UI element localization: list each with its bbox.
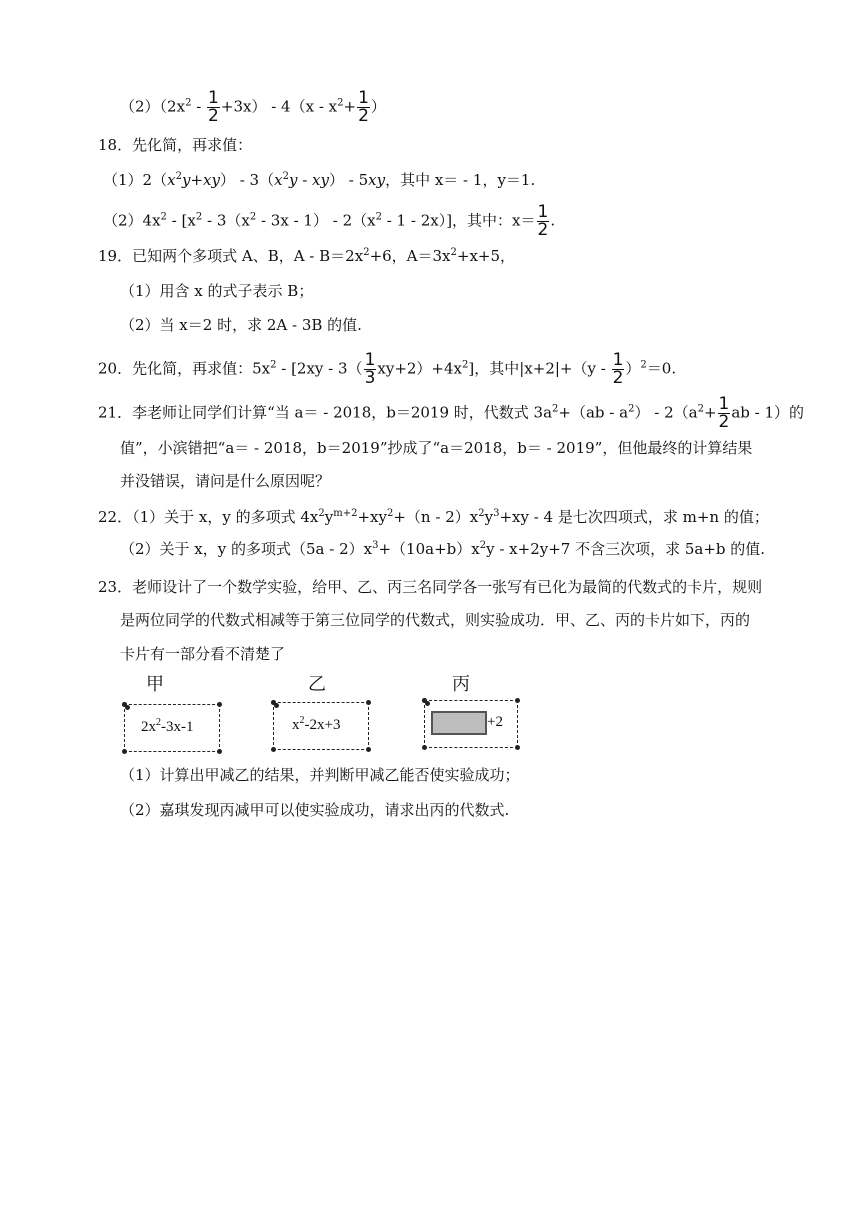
q23-line1: 23．老师设计了一个数学实验，给甲、乙、丙三名同学各一张写有已化为最简的代数式的卡片，规则 (98, 578, 763, 596)
card-label-yi: 乙 (308, 674, 326, 695)
q23-part1: （1）计算出甲减乙的结果，并判断甲减乙能否使实验成功； (120, 766, 520, 784)
q18-title: 18．先化简，再求值： (98, 136, 253, 154)
fraction-half: $\frac{1}{2}$ (358, 88, 369, 126)
card-bing (424, 700, 518, 748)
obscured-area (431, 711, 487, 735)
q23-line2: 是两位同学的代数式相减等于第三位同学的代数式，则实验成功．甲、乙、丙的卡片如下，丙的 (120, 611, 751, 629)
q22-part2: （2）关于 x，y 的多项式$(5a - 2)x^3+(10a+b)x^2y - x+2y+7$ 不含三次项，求 5a+b 的值. (120, 540, 766, 558)
q19-title: 19．已知两个多项式 A、B，$A - B=2x^2+6$，$A=3x^2+x+5$， (98, 247, 516, 265)
card-label-jia: 甲 (146, 674, 164, 695)
q21-line2: 值”，小滨错把“a＝ - 2018，b＝2019”抄成了“a＝2018，b＝ - 2019”，但他最终的计算结果 (120, 439, 753, 457)
q21-line3: 并没错误，请问是什么原因呢？ (120, 472, 331, 490)
fraction-third: $\frac{1}{3}$ (364, 350, 376, 388)
card-yi-expression: $x^2-2x+3$ (292, 715, 341, 733)
q18-part1: $(1)2(x^2y+xy) - 3(x^2y - xy) - 5xy$，其中 x＝ - 1，y＝1. (103, 171, 536, 189)
fraction-half: $\frac{1}{2}$ (537, 202, 549, 240)
fraction-half: $\frac{1}{2}$ (208, 88, 219, 126)
fraction-half: $\frac{1}{2}$ (718, 394, 730, 432)
card-jia (124, 704, 220, 752)
q23-line3: 卡片有一部分看不清楚了 (120, 645, 286, 663)
q17-part2: $(2)(2x^2$ - $\frac{1}{2}$ $+3x) - 4(x - x^2+$ $\frac{1}{2}$ ） (120, 88, 386, 126)
q19-part2: （2）当 x＝2 时，求 2A - 3B 的值. (120, 316, 362, 334)
card-jia-expression: $2x^2-3x-1$ (141, 717, 194, 735)
q19-part1: （1）用含 x 的式子表示 B； (120, 282, 314, 300)
q21-line1: 21．李老师让同学们计算“当 a＝ - 2018，b＝2019 时，代数式 $3a^2+(ab - a^2) - 2(a^2+$ $\frac{1}{2}$ ab - 1）的 (98, 394, 805, 432)
fraction-half: $\frac{1}{2}$ (612, 350, 624, 388)
q18-part2: $(2)4x^2 - [x^2 - 3(x^2 - 3x - 1) - 2(x^2 - 1 - 2x)]$，其中：x＝ $\frac{1}{2}$ . (103, 202, 556, 240)
q20: 20．先化简，再求值：$5x^2 - [2xy - 3$（ $\frac{1}{3}$ $xy+2)+4x^2$]，其中|x+2|+（y - $\frac{1}{2}$ ）$^2$＝0. (98, 350, 677, 388)
q22-part1: 22．（1）关于 x，y 的多项式 $4x^2y^{m+2}+xy^2+(n - 2)x^2y^3+xy - 4$ 是七次四项式，求 m+n 的值； (98, 508, 769, 526)
card-bing-expression: +2 (487, 714, 503, 730)
q23-part2: （2）嘉琪发现丙减甲可以使实验成功，请求出丙的代数式. (120, 801, 510, 819)
card-label-bing: 丙 (452, 674, 470, 695)
card-yi (273, 702, 369, 750)
